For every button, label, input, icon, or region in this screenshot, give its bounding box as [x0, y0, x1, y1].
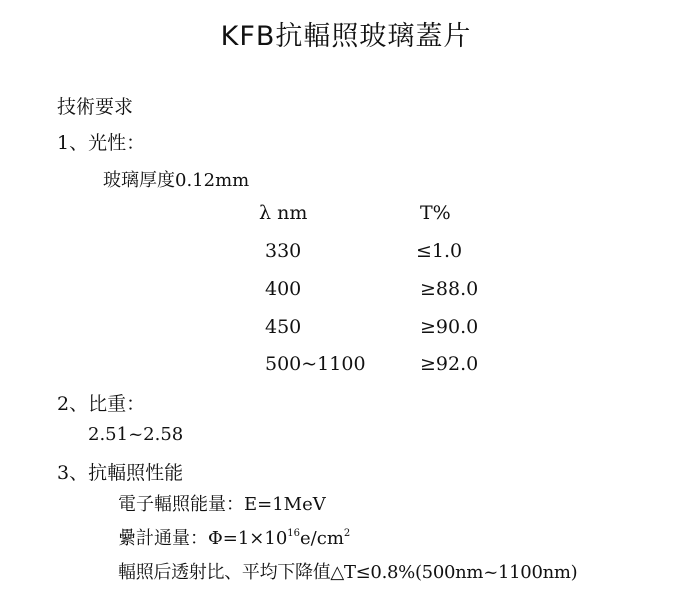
electron-energy	[118, 490, 326, 516]
table-row-wavelength: 330	[265, 240, 302, 262]
table-row-transmittance: ≥92.0	[420, 353, 479, 375]
fluence	[118, 524, 350, 550]
fluence-label: 纍計通量：	[118, 528, 208, 549]
transmittance-column-header: T%	[420, 202, 451, 224]
wavelength-column-header: λ nm	[259, 202, 308, 224]
electron-energy-label: 電子輻照能量：	[118, 494, 244, 515]
page-title: KFB抗輻照玻璃蓋片	[220, 21, 472, 52]
section-heading: 技術要求	[57, 96, 134, 118]
optical-heading: 1、光性：	[57, 132, 146, 154]
glass-thickness: 玻璃厚度0.12mm	[103, 170, 250, 191]
fluence-exponent: 16	[287, 528, 301, 539]
density-heading: 2、比重：	[57, 393, 146, 415]
density-value: 2.51~2.58	[88, 424, 184, 445]
table-row-transmittance: ≥90.0	[420, 316, 479, 338]
fluence-suffix: e/cm	[300, 528, 344, 549]
table-row-transmittance: ≥88.0	[420, 278, 479, 300]
table-row-wavelength: 400	[265, 278, 302, 300]
transmittance-drop: 輻照后透射比、平均下降值△T≤0.8%(500nm~1100nm)	[118, 562, 578, 583]
table-row-wavelength: 450	[265, 316, 302, 338]
table-row-wavelength: 500~1100	[265, 353, 366, 375]
table-row-transmittance: ≤1.0	[416, 240, 463, 262]
fluence-prefix: Φ=1×10	[208, 528, 288, 549]
fluence-unit-exponent: 2	[343, 528, 351, 539]
electron-energy-value: E=1MeV	[244, 494, 326, 515]
radiation-heading: 3、抗輻照性能	[57, 462, 184, 484]
